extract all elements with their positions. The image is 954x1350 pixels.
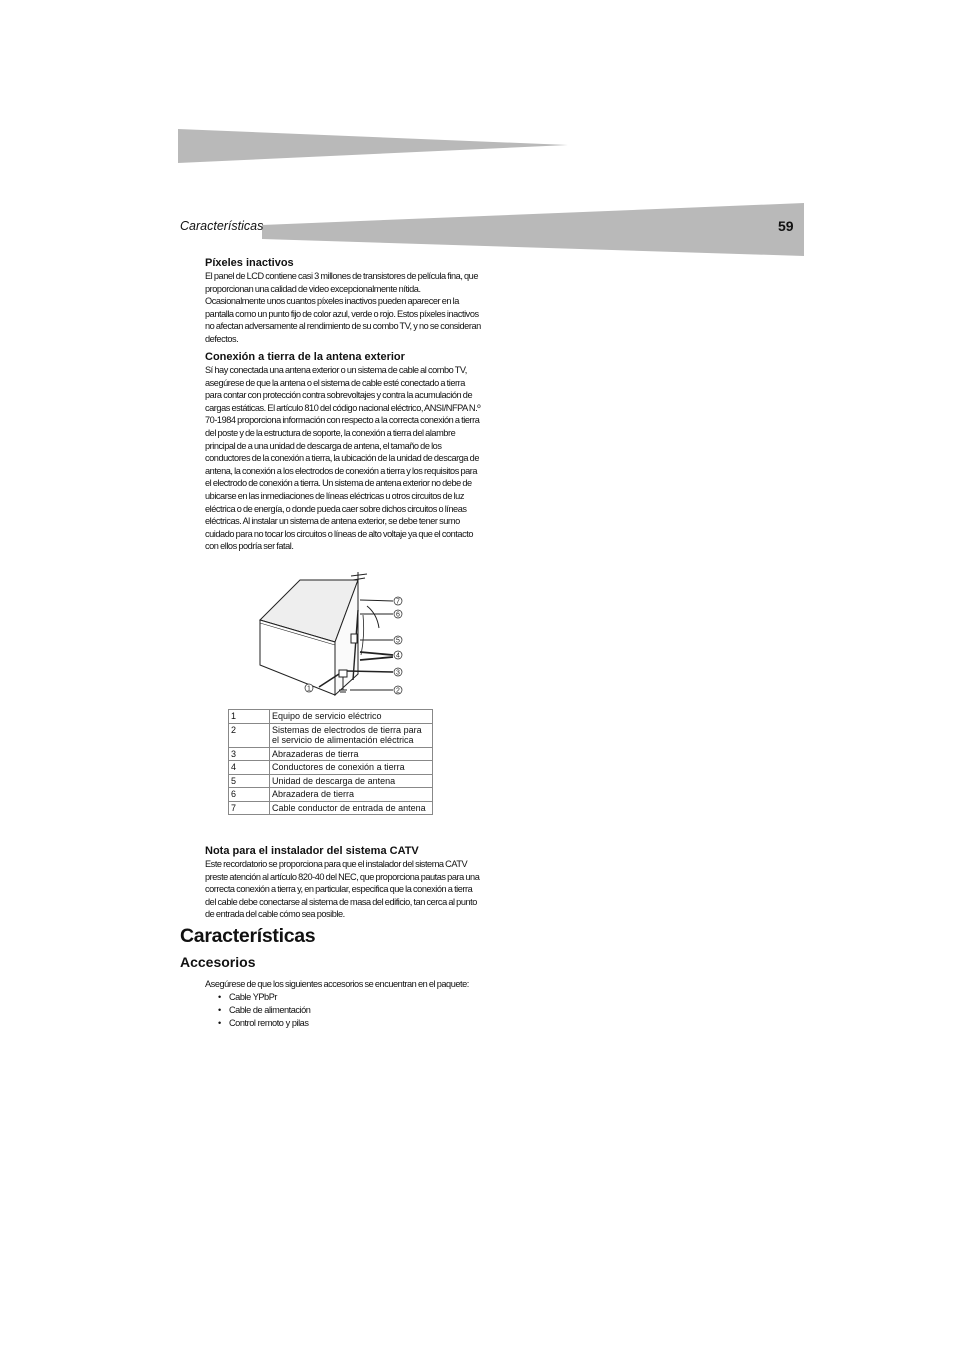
table-cell-label: Abrazadera de tierra xyxy=(270,788,433,802)
table-cell-label: Equipo de servicio eléctrico xyxy=(270,710,433,724)
table-row xyxy=(229,788,433,802)
section-body: Sí hay conectada una antena exterior o un sistema de cable al combo TV, asegúrese de que la antena o el sistema de cable esté conectado a tierra para contar con protección contra sobrevoltajes y contra la acumulación de cargas estáticas. El artículo 810 del código nacional eléctrico, ANSI/NFPA N.º 70-1984 proporciona información con respecto a la correcta conexión a tierra del poste y de la estructura de soporte, la conexión a tierra del alambre principal de a una unidad de descarga de antena, el tamaño de los conductores de la conexión a tierra, la ubicación de la unidad de descarga de antena, la conexión a los electrodos de conexión a tierra y los requisitos para el electrodo de conexión a tierra. Un sistema de antena exterior no debe de ubicarse en las inmediaciones de líneas eléctricas u otros circuitos de luz eléctrica o de energía, o donde pueda caer sobre dichos circuitos o líneas eléctricas. Al instalar un sistema de antena exterior, se debe tener sumo cuidado para no tocar los circuitos o líneas de alto voltaje ya que el contacto con ellos podría ser fatal. xyxy=(205,365,481,552)
table-cell-label: Cable conductor de entrada de antena xyxy=(270,801,433,815)
table-cell-label: Sistemas de electrodos de tierra para el servicio de alimentación eléctrica xyxy=(270,723,433,747)
table-cell-number: 6 xyxy=(229,788,270,802)
section-title: Nota para el instalador del sistema CATV xyxy=(205,845,419,857)
decorative-band-header xyxy=(262,203,804,256)
table-row xyxy=(229,723,433,747)
list-item: • Control remoto y pilas xyxy=(218,1017,310,1030)
table-cell-label: Unidad de descarga de antena xyxy=(270,774,433,788)
list-item: • Cable de alimentación xyxy=(218,1004,310,1017)
table-row xyxy=(229,710,433,724)
section-antenna-grounding xyxy=(205,350,481,553)
table-row xyxy=(229,747,433,761)
table-cell-label: Abrazaderas de tierra xyxy=(270,747,433,761)
table-cell-label: Conductores de conexión a tierra xyxy=(270,761,433,775)
table-cell-number: 5 xyxy=(229,774,270,788)
accessories-list xyxy=(218,991,310,1029)
table-cell-number: 2 xyxy=(229,723,270,747)
section-dead-pixels xyxy=(205,256,481,346)
callout-label: 7 xyxy=(396,598,400,606)
callout-label: 3 xyxy=(396,669,400,677)
section-catv-note xyxy=(205,844,481,921)
table-cell-number: 4 xyxy=(229,761,270,775)
accessories-intro: Asegúrese de que los siguientes accesorios se encuentran en el paquete: xyxy=(205,979,469,989)
table-row xyxy=(229,801,433,815)
section-body: El panel de LCD contiene casi 3 millones de transistores de película fina, que proporcionan una calidad de video excepcionalmente nítida. Ocasionalmente unos cuantos píxeles inactivos pueden aparecer en la pantalla como un punto fijo de color azul, verde o rojo. Estos píxeles inactivos no afectan adversamente al rendimiento de su combo TV, y no se consideran defectos. xyxy=(205,271,481,344)
accessories-subheading: Accesorios xyxy=(180,954,256,970)
page-number: 59 xyxy=(778,218,794,234)
antenna-grounding-diagram xyxy=(255,570,410,700)
table-cell-number: 7 xyxy=(229,801,270,815)
running-title: Características xyxy=(180,219,264,233)
legend-table xyxy=(228,709,433,815)
section-title: Píxeles inactivos xyxy=(205,257,294,269)
table-cell-number: 3 xyxy=(229,747,270,761)
callout-label: 4 xyxy=(396,652,400,660)
section-body: Este recordatorio se proporciona para que el instalador del sistema CATV preste atención al artículo 820-40 del NEC, que proporciona pautas para una correcta conexión a tierra y, en particular, especifica que la conexión a tierra del cable debe conectarse al sistema de masa del edificio, tan cerca al punto de entrada del cable cómo sea posible. xyxy=(205,859,480,920)
list-item: • Cable YPbPr xyxy=(218,991,310,1004)
callout-label: 1 xyxy=(307,685,311,693)
callout-label: 2 xyxy=(396,687,400,695)
callout-label: 5 xyxy=(396,637,400,645)
callout-label: 6 xyxy=(396,611,400,619)
table-row xyxy=(229,774,433,788)
section-title: Conexión a tierra de la antena exterior xyxy=(205,351,405,363)
table-row xyxy=(229,761,433,775)
table-cell-number: 1 xyxy=(229,710,270,724)
features-heading: Características xyxy=(180,925,316,947)
decorative-band-top xyxy=(178,129,568,163)
